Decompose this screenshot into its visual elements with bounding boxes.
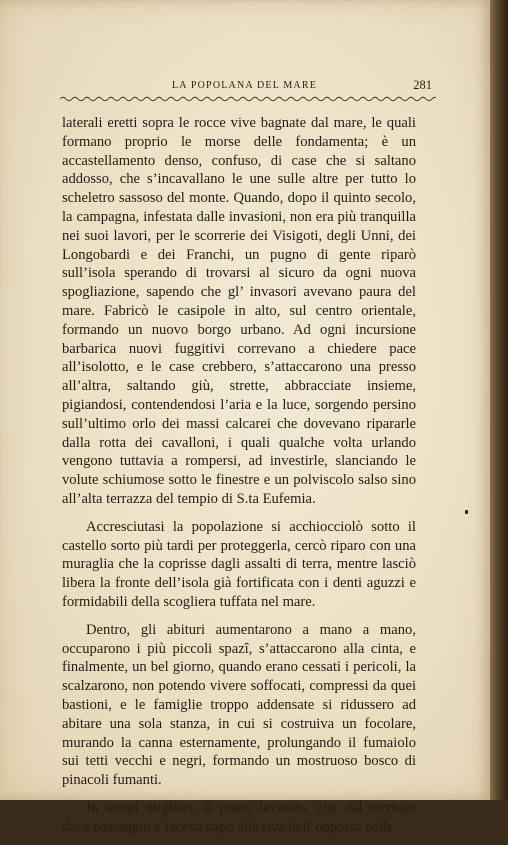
page-header	[62, 80, 434, 94]
running-title: LA POPOLANA DEL MARE	[172, 80, 318, 91]
wavy-rule-ornament	[60, 95, 436, 103]
page-number: 281	[413, 78, 432, 92]
body-text	[62, 114, 416, 845]
ink-speck	[465, 510, 468, 514]
paragraph: Accresciutasi la popolazione si acchiocciolò sotto il castello sorto più tardi per proteggerla, cercò riparo con una muraglia che la coprisse dagli assalti di terra, mentre lasciò libera la fronte dell’isola già fortificata con i denti aguzzi e formidabili della scogliera tuffata nel mare.	[62, 518, 416, 610]
paragraph: Dentro, gli abituri aumentarono a mano a mano, occuparono i più piccoli spazî, s’attaccarono alla cinta, e finalmente, un bel giorno, quando erano cessati i pericoli, la scalzarono, non potendo vivere soffocati, compressi da quei bastioni, e le famiglie troppo addensate si ridussero ad abitare una sola stanza, in cui si costruiva un focolare, murando la canna esternamente, prolungando il fumaiolo sui tetti vecchi e negri, formando un mostruoso bosco di pinacoli fumanti.	[62, 621, 416, 789]
book-edge	[490, 0, 508, 800]
paragraph: In tempi migliori, il ponte levatoio, che dal torrione dava passaggio e faceva capo alla riva dell’opposto colle	[62, 799, 416, 835]
paragraph: laterali eretti sopra le rocce vive bagnate dal mare, le quali formano proprio le morse delle fondamenta; è un accastellamento denso, confuso, di case che si saltano addosso, che s’incavallano le une sulle altre per tutto lo scheletro sassoso del monte. Quando, dopo il quinto secolo, la campagna, infestata dalle invasioni, non era più tranquilla nei suoi lavori, per le scorrerie dei Visigoti, degli Unni, dei Longobardi e dei Franchi, un pugno di gente riparò sull’isola sperando di trovarsi al sicuro da ogni nuova spogliazione, sapendo che gl’ invasori avevano paura del mare. Fabricò le casipole in alto, sul centro orientale, formando un nuovo borgo urbano. Ad ogni incursione barbarica nuovi fuggitivi correvano a chiedere pace all’isolotto, e le case crebbero, s’attaccarono una presso all’altra, saltando giù, strette, abbracciate insieme, pigiandosi, contendendosi l’aria e la luce, sorgendo persino sull’ultimo orlo dei massi calcarei che dovevano ripararle dalla rotta dei cavalloni, i quali qualche volta urlando vengono tuttavia a rompersi, ad investirle, slanciando le volute schiumose sotto le finestre e un polviscolo salso sino all’alta terrazza del tempio di S.ta Eufemia.	[62, 115, 416, 507]
